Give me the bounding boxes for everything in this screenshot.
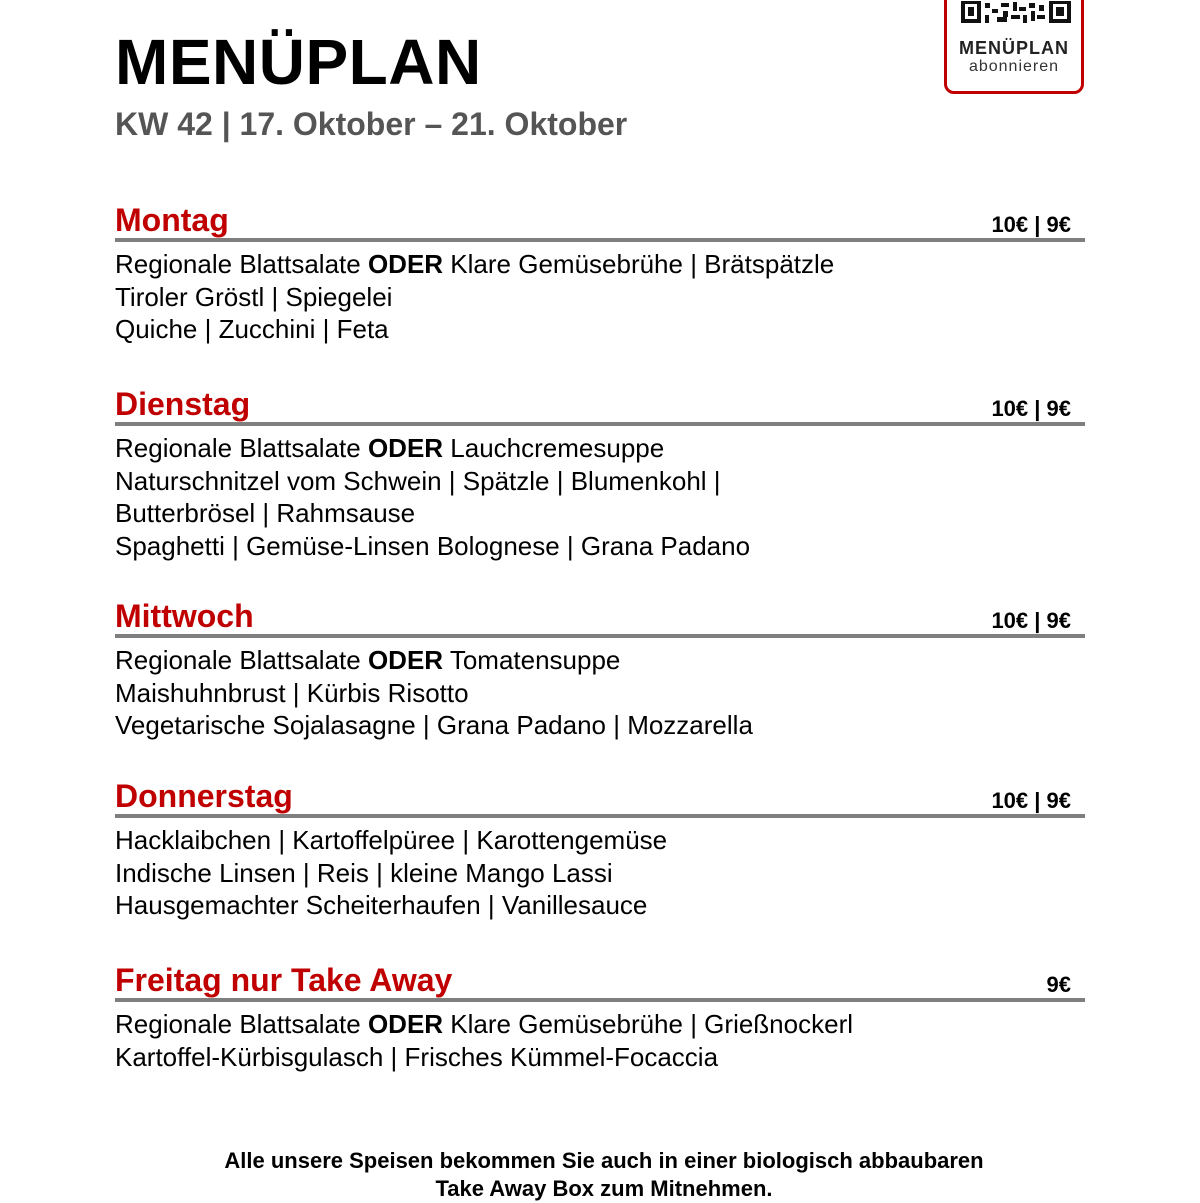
day-name: Montag [115, 202, 229, 238]
page-title: MENÜPLAN [115, 26, 482, 98]
menu-items [115, 432, 1085, 562]
take-away-note [0, 1147, 1200, 1203]
day-header [115, 960, 1085, 1002]
day-header [115, 776, 1085, 818]
menu-item: Regionale Blattsalate ODER Lauchcremesuppe [115, 433, 665, 463]
menu-item: Regionale Blattsalate ODER Klare Gemüsebrühe | Brätspätzle [115, 249, 835, 279]
menu-item: Regionale Blattsalate ODER Klare Gemüsebrühe | Grießnockerl [115, 1009, 853, 1039]
qr-label-subscribe: abonnieren [968, 58, 1060, 75]
day-name: Freitag nur Take Away [115, 962, 453, 998]
day-price: 10€ | 9€ [991, 608, 1071, 633]
menu-items [115, 824, 1085, 922]
menu-item: Naturschnitzel vom Schwein | Spätzle | Blumenkohl | [115, 465, 721, 496]
day-price: 10€ | 9€ [991, 788, 1071, 813]
day-section-thursday [115, 776, 1085, 922]
day-price: 10€ | 9€ [991, 212, 1071, 237]
menu-item: Vegetarische Sojalasagne | Grana Padano | Mozzarella [115, 710, 753, 740]
day-section-monday [115, 200, 1085, 346]
day-name: Dienstag [115, 386, 251, 422]
menu-item: Quiche | Zucchini | Feta [115, 314, 389, 344]
menu-item: Spaghetti | Gemüse-Linsen Bolognese | Grana Padano [115, 530, 751, 561]
week-subtitle: KW 42 | 17. Oktober – 21. Oktober [115, 106, 628, 142]
qr-code-icon [961, 1, 1071, 25]
menu-items [115, 248, 1085, 346]
footer-line: Alle unsere Speisen bekommen Sie auch in einer biologisch abbaubaren [224, 1148, 984, 1173]
day-section-tuesday [115, 384, 1085, 562]
menu-item: Maishuhnbrust | Kürbis Risotto [115, 677, 469, 708]
day-header [115, 384, 1085, 426]
qr-subscribe-badge[interactable] [944, 0, 1084, 94]
qr-label-title: MENÜPLAN [959, 38, 1069, 58]
menu-item: Butterbrösel | Rahmsause [115, 498, 416, 528]
menu-item: Regionale Blattsalate ODER Tomatensuppe [115, 645, 621, 675]
menu-items [115, 1008, 1085, 1073]
day-section-wednesday [115, 596, 1085, 742]
menu-item: Hacklaibchen | Kartoffelpüree | Karottengemüse [115, 825, 668, 855]
menu-items [115, 644, 1085, 742]
day-section-friday [115, 960, 1085, 1073]
menu-item: Hausgemachter Scheiterhaufen | Vanillesauce [115, 890, 648, 920]
day-name: Mittwoch [115, 598, 254, 634]
day-header [115, 200, 1085, 242]
footer-line: Take Away Box zum Mitnehmen. [435, 1176, 773, 1201]
menu-item: Kartoffel-Kürbisgulasch | Frisches Kümmel-Focaccia [115, 1041, 719, 1072]
day-price: 9€ [1046, 972, 1071, 997]
day-price: 10€ | 9€ [991, 396, 1071, 421]
day-name: Donnerstag [115, 778, 293, 814]
menu-item: Indische Linsen | Reis | kleine Mango Lassi [115, 857, 613, 888]
day-header [115, 596, 1085, 638]
menu-item: Tiroler Gröstl | Spiegelei [115, 281, 393, 312]
